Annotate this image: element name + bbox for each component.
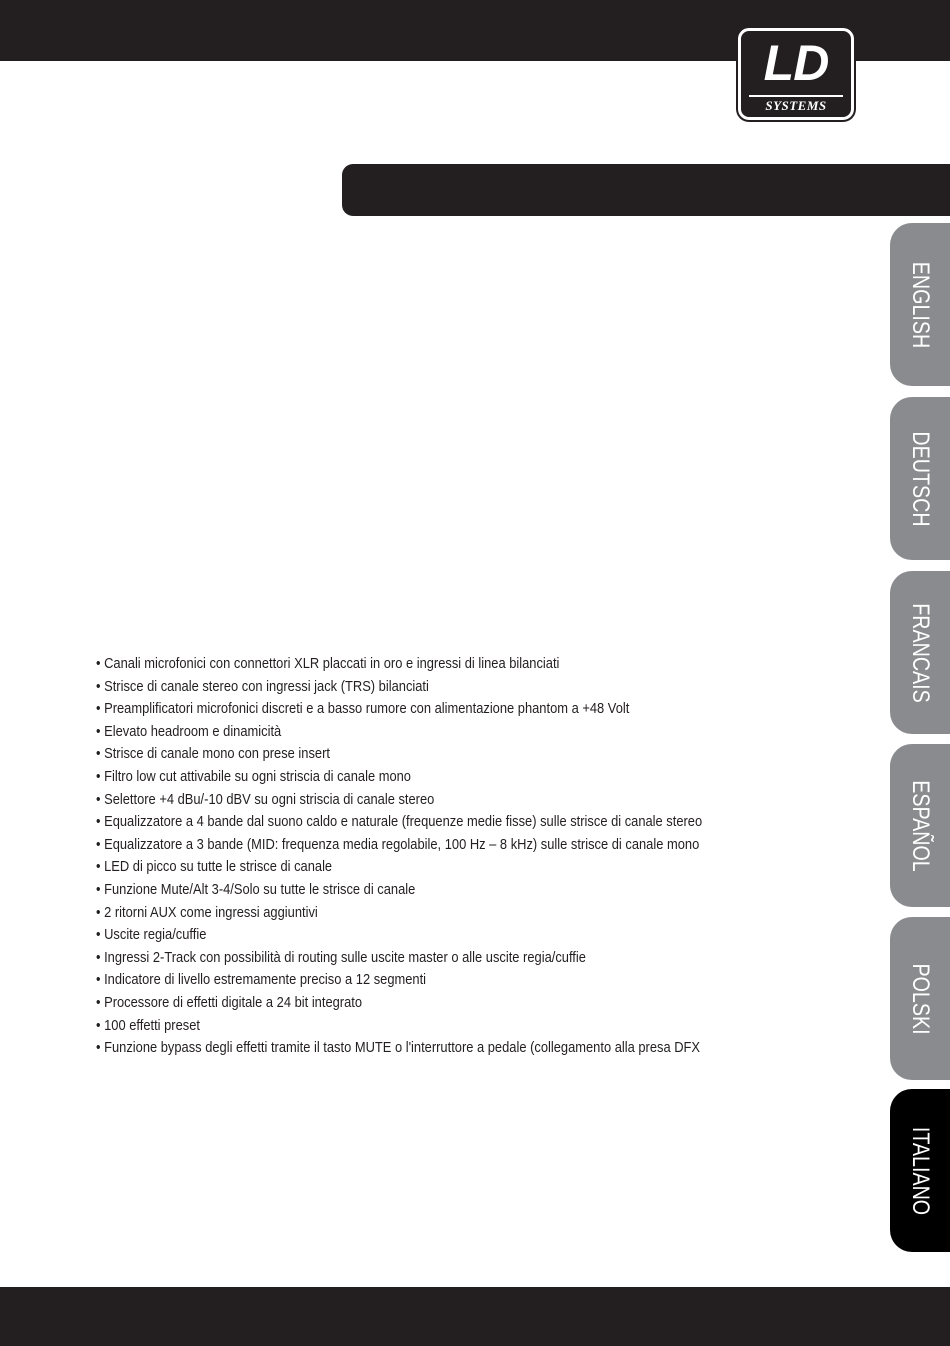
logo-brand-text: LD <box>763 35 829 91</box>
list-item: • Preamplificatori microfonici discreti e a basso rumore con alimentazione phantom a +48 Volt <box>96 700 630 718</box>
list-item: • Strisce di canale stereo con ingressi jack (TRS) bilanciati <box>96 677 429 695</box>
tab-espanol[interactable] <box>890 744 950 907</box>
list-item: • Strisce di canale mono con prese insert <box>96 745 330 763</box>
list-item: • 100 effetti preset <box>96 1016 200 1034</box>
list-item: • Equalizzatore a 4 bande dal suono caldo e naturale (frequenze medie fisse) sulle strisce di canale stereo <box>96 813 703 831</box>
tab-polski-label: POLSKI <box>907 963 934 1035</box>
tab-english-label: ENGLISH <box>907 261 934 349</box>
list-item: • 2 ritorni AUX come ingressi aggiuntivi <box>96 903 318 921</box>
list-item: • Selettore +4 dBu/-10 dBV su ogni striscia di canale stereo <box>96 790 435 808</box>
tab-francais-label: FRANCAIS <box>907 603 934 703</box>
list-item: • Uscite regia/cuffie <box>96 926 207 944</box>
tab-deutsch-label: DEUTSCH <box>907 431 934 527</box>
list-item: • Funzione Mute/Alt 3-4/Solo su tutte le strisce di canale <box>96 880 416 898</box>
list-item: • LED di picco su tutte le strisce di canale <box>96 858 333 876</box>
tab-italiano[interactable] <box>890 1089 950 1252</box>
list-item: • Canali microfonici con connettori XLR placcati in oro e ingressi di linea bilanciati <box>96 655 560 672</box>
bottom-footer-bar <box>0 1287 950 1346</box>
list-item: • Processore di effetti digitale a 24 bit integrato <box>96 993 363 1011</box>
list-item: • Funzione bypass degli effetti tramite il tasto MUTE o l'interruttore a pedale (collegamento alla presa DFX <box>96 1039 701 1057</box>
list-item: • Filtro low cut attivabile su ogni striscia di canale mono <box>96 767 411 785</box>
list-item: • Elevato headroom e dinamicità <box>96 722 282 740</box>
feature-list <box>96 653 876 1060</box>
tab-polski[interactable] <box>890 917 950 1080</box>
tab-espanol-label: ESPAÑOL <box>907 780 934 872</box>
tab-francais[interactable] <box>890 571 950 734</box>
tab-italiano-label: ITALIANO <box>907 1126 934 1216</box>
list-item: • Ingressi 2-Track con possibilità di routing sulle uscite master o alle uscite regia/cuffie <box>96 948 586 966</box>
logo-subtitle-text: SYSTEMS <box>749 95 843 114</box>
list-item: • Equalizzatore a 3 bande (MID: frequenza media regolabile, 100 Hz – 8 kHz) sulle strisce di canale mono <box>96 835 700 853</box>
section-title-bar <box>342 164 950 216</box>
ld-systems-logo <box>738 28 854 120</box>
tab-english[interactable] <box>890 223 950 386</box>
list-item: • Indicatore di livello estremamente preciso a 12 segmenti <box>96 971 427 989</box>
tab-deutsch[interactable] <box>890 397 950 560</box>
